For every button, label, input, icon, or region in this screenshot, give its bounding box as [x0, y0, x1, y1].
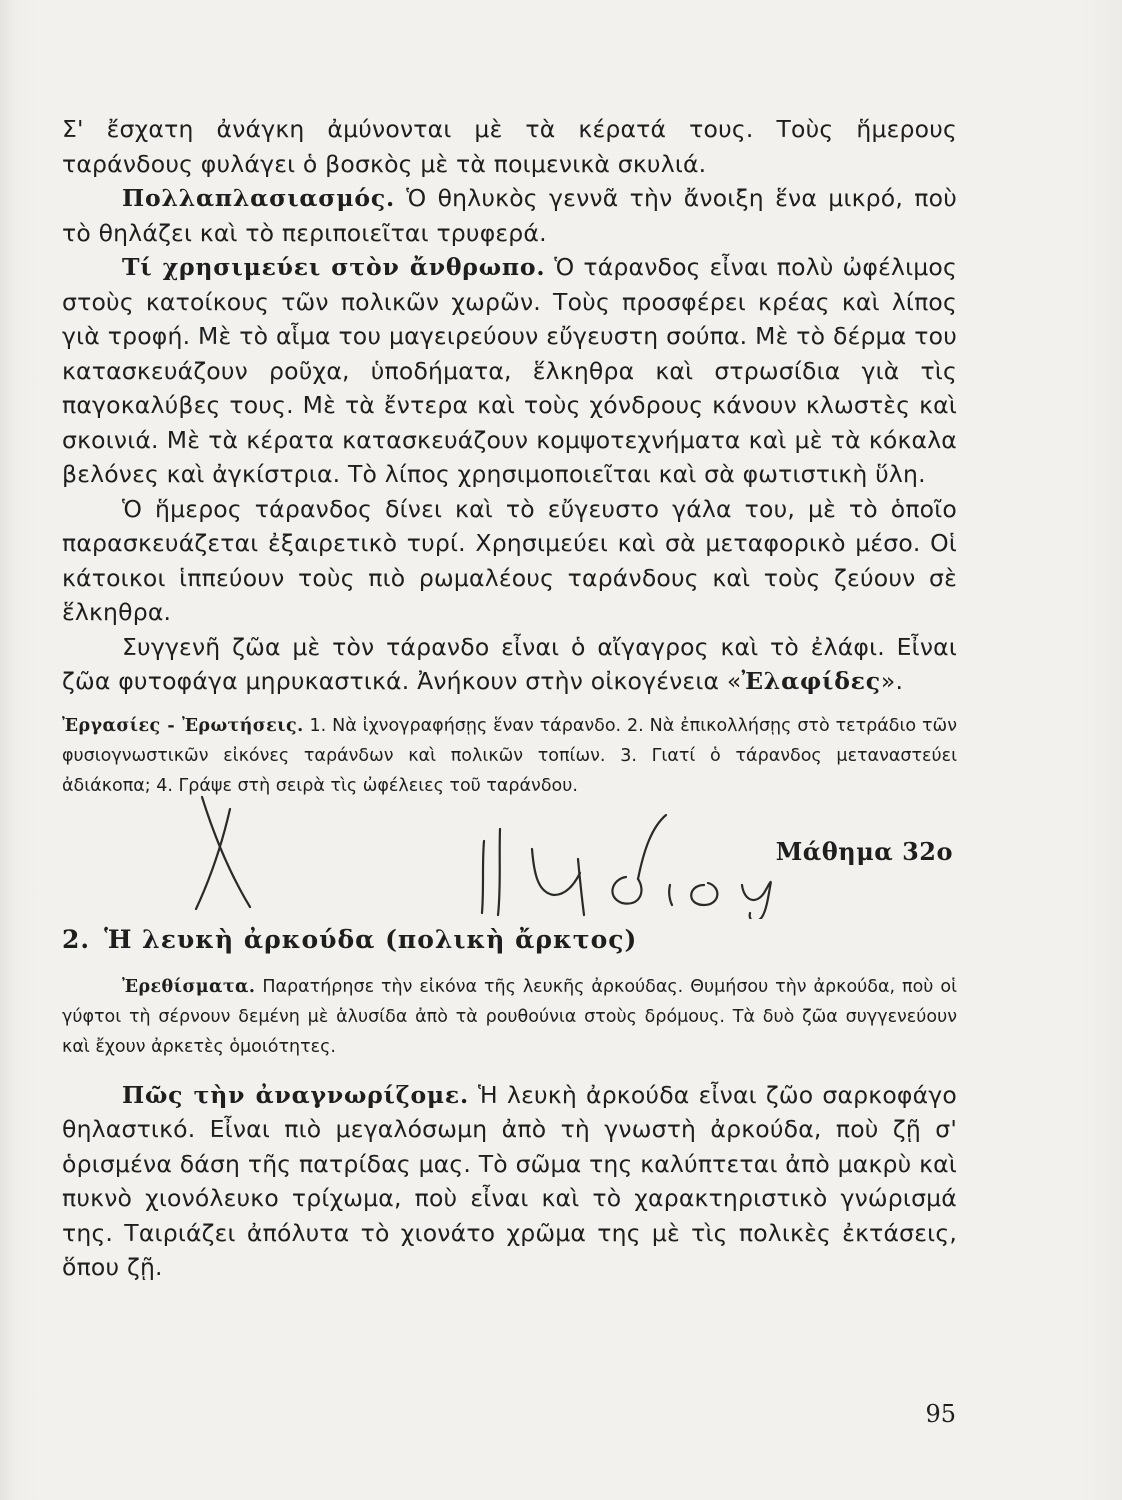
exercises-paragraph	[62, 711, 957, 801]
exercises-heading: Ἐργασίες - Ἐρωτήσεις.	[62, 715, 304, 736]
uses-text: Ὁ τάρανδος εἶναι πολὺ ὠφέλιμος στοὺς κατοίκους τῶν πολικῶν χωρῶν. Τοὺς προσφέρει κρέας καὶ λίπος γιὰ τροφή. Μὲ τὸ αἷμα του μαγειρεύουν εὔγευστη σούπα. Μὲ τὸ δέρμα του κατασκευάζουν ροῦχα, ὑποδήματα, ἕλκηθρα καὶ στρωσίδια γιὰ τὶς παγοκαλύβες τους. Μὲ τὰ ἔντερα καὶ τοὺς χόνδρους κάνουν κλωστὲς καὶ σκοινιά. Μὲ τὰ κέρατα κατασκευάζουν κομψοτεχνήματα καὶ μὲ τὰ κόκαλα βελόνες καὶ ἀγκίστρια. Τὸ λίπος χρησιμοποιεῖται καὶ σὰ φωτιστικὴ ὕλη.	[62, 253, 957, 488]
family-name: Ἐλαφίδες	[741, 667, 881, 695]
stimuli-paragraph	[62, 972, 957, 1062]
paragraph-1-text: Σ' ἔσχατη ἀνάγκη ἀμύνονται μὲ τὰ κέρατά τους. Τοὺς ἥμερους ταράνδους φυλάγει ὁ βοσκὸς μὲ τὰ ποιμενικὰ σκυλιά.	[62, 115, 957, 178]
uses-heading: Τί χρησιμεύει στὸν ἄνθρωπο.	[122, 253, 546, 281]
related-end: ».	[880, 667, 904, 695]
paragraph-domestic	[62, 492, 957, 630]
reproduction-heading: Πολλαπλασιασμός.	[122, 184, 395, 212]
lesson-row	[62, 801, 957, 921]
related-text: Συγγενῆ ζῶα μὲ τὸν τάρανδο εἶναι ὁ αἴγαγρος καὶ τὸ ἐλάφι. Εἶναι ζῶα φυτοφάγα μηρυκαστικά. Ἀνήκουν στὴν οἰκογένεια «	[62, 632, 957, 695]
section-title: Ἡ λευκὴ ἀρκούδα (πολικὴ ἄρκτος)	[104, 924, 638, 954]
paragraph-1	[62, 112, 957, 181]
reproduction-text: Ὁ θηλυκὸς γεννᾶ τὴν ἄνοιξη ἕνα μικρό, ποὺ τὸ θηλάζει καὶ τὸ περιποιεῖται τρυφερά.	[62, 184, 957, 247]
lesson-label: Μάθημα 32ο	[775, 836, 953, 866]
section-number: 2.	[62, 924, 91, 954]
page-number: 95	[925, 1400, 956, 1428]
paragraph-reproduction	[62, 181, 957, 250]
section-heading	[62, 925, 957, 954]
recognition-paragraph	[62, 1078, 957, 1285]
paragraph-related	[62, 630, 957, 699]
domestic-text: Ὁ ἥμερος τάρανδος δίνει καὶ τὸ εὔγευστο γάλα του, μὲ τὸ ὁποῖο παρασκευάζεται ἐξαιρετικὸ τυρί. Χρησιμεύει καὶ σὰ μεταφορικὸ μέσο. Οἱ κάτοικοι ἱππεύουν τοὺς πιὸ ρωμαλέους ταράνδους καὶ τοὺς ζεύουν σὲ ἕλκηθρα.	[62, 494, 957, 626]
recognition-text: Ἡ λευκὴ ἀρκούδα εἶναι ζῶο σαρκοφάγο θηλαστικό. Εἶναι πιὸ μεγαλόσωμη ἀπὸ τὴ γνωστὴ ἀρκούδα, ποὺ ζῇ σ' ὁρισμένα δάση τῆς πατρίδας μας. Τὸ σῶμα της καλύπτεται ἀπὸ μακρὺ καὶ πυκνὸ χιονόλευκο τρίχωμα, ποὺ εἶναι καὶ τὸ χαρακτηριστικὸ γνώρισμά της. Ταιριάζει ἀπόλυτα τὸ χιονάτο χρῶμα της μὲ τὶς πολικὲς ἐκτάσεις, ὅπου ζῇ.	[62, 1080, 957, 1281]
exercises-text: 1. Νὰ ἰχνογραφήσῃς ἕναν τάρανδο. 2. Νὰ ἐπικολλήσῃς στὸ τετράδιο τῶν φυσιογνωστικῶν εἰκόνες ταράνδων καὶ πολικῶν τοπίων. 3. Γιατί ὁ τάρανδος μεταναστεύει ἀδιάκοπα; 4. Γράψε στὴ σειρὰ τὶς ὠφέλειες τοῦ ταράνδου.	[62, 715, 957, 796]
stimuli-heading: Ἐρεθίσματα.	[122, 976, 256, 997]
paragraph-uses	[62, 250, 957, 492]
stimuli-text: Παρατήρησε τὴν εἰκόνα τῆς λευκῆς ἀρκούδας. Θυμήσου τὴν ἀρκούδα, ποὺ οἱ γύφτοι τὴ σέρνουν δεμένη μὲ ἁλυσίδα ἀπὸ τὰ ρουθούνια στοὺς δρόμους. Τὰ δυὸ ζῶα συγγενεύουν καὶ ἔχουν ἀρκετὲς ὁμοιότητες.	[62, 976, 957, 1057]
page-content	[62, 112, 957, 1285]
recognition-heading: Πῶς τὴν ἀναγνωρίζομε.	[122, 1080, 469, 1109]
